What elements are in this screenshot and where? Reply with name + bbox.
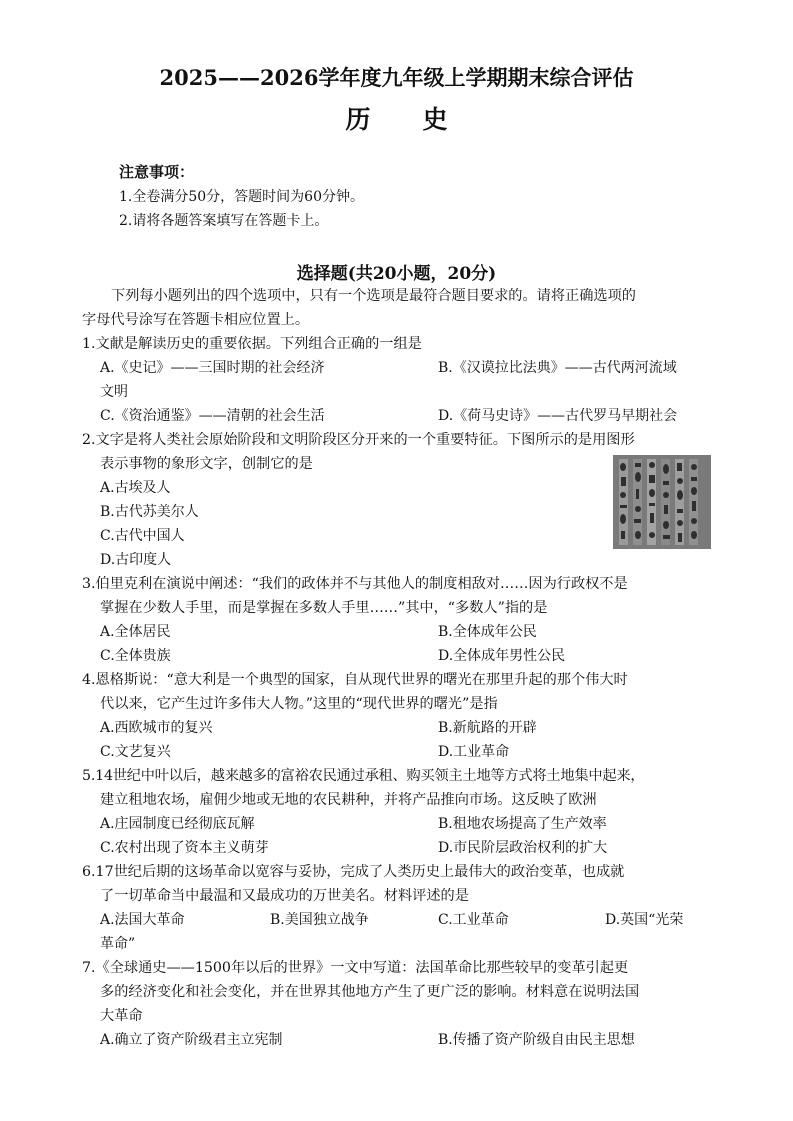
question-6-stem-line-2: 了一切革命当中最温和又最成功的万世美名。材料评述的是 [100, 888, 469, 904]
question-1-option-a: A.《史记》——三国时期的社会经济 [100, 360, 325, 376]
question-5-option-c: C.农村出现了资本主义萌芽 [100, 840, 269, 856]
question-2-stem-line-1: 2.文字是将人类社会原始阶段和文明阶段区分开来的一个重要特征。下图所示的是用图形 [82, 432, 635, 448]
question-3-option-b: B.全体成年公民 [438, 624, 537, 640]
question-5-stem-line-2: 建立租地农场，雇佣少地或无地的农民耕种，并将产品推向市场。这反映了欧洲 [100, 792, 597, 808]
question-1-option-b: B.《汉谟拉比法典》——古代两河流域 [438, 360, 677, 376]
question-6-option-a: A.法国大革命 [100, 912, 185, 928]
question-7-option-b: B.传播了资产阶级自由民主思想 [438, 1032, 635, 1048]
question-7-stem-line-1: 7.《全球通史——1500年以后的世界》一文中写道：法国革命比那些较早的变革引起更 [82, 960, 629, 976]
question-3-option-d: D.全体成年男性公民 [438, 648, 566, 664]
question-7-stem-line-3: 大革命 [100, 1008, 143, 1024]
question-4-option-b: B.新航路的开辟 [438, 720, 537, 736]
question-1-stem: 1.文献是解读历史的重要依据。下列组合正确的一组是 [82, 336, 422, 352]
question-5-option-a: A.庄园制度已经彻底瓦解 [100, 816, 255, 832]
question-1-option-c: C.《资治通鉴》——清朝的社会生活 [100, 408, 325, 424]
question-7-stem-line-2: 多的经济变化和社会变化，并在世界其他地方产生了更广泛的影响。材料意在说明法国 [100, 984, 640, 1000]
question-1-option-a-cont: 文明 [100, 384, 128, 400]
question-3-option-c: C.全体贵族 [100, 648, 171, 664]
question-3-option-a: A.全体居民 [100, 624, 171, 640]
question-4-option-a: A.西欧城市的复兴 [100, 720, 213, 736]
question-2-option-d: D.古印度人 [100, 552, 172, 568]
section-title: 选择题(共20小题，20分) [296, 264, 497, 284]
question-3-stem-line-1: 3.伯里克利在演说中阐述：“我们的政体并不与其他人的制度相敌对……因为行政权不是 [82, 576, 628, 592]
question-2-option-c: C.古代中国人 [100, 528, 185, 544]
question-4-stem-line-2: 代以来，它产生过许多伟大人物。”这里的“现代世界的曙光”是指 [100, 696, 498, 712]
notice-heading: 注意事项： [119, 163, 195, 181]
question-6-option-d: D.英国“光荣 [605, 912, 684, 928]
question-6-option-d-cont: 革命” [100, 936, 136, 952]
notice-item-1: 1.全卷满分50分，答题时间为60分钟。 [119, 189, 364, 205]
hieroglyph-image [613, 455, 711, 549]
subject-char-2: 史 [422, 105, 448, 134]
question-3-stem-line-2: 掌握在少数人手里，而是掌握在多数人手里……”其中，“多数人”指的是 [100, 600, 548, 616]
hieroglyph-texture [613, 455, 711, 549]
question-6-option-c: C.工业革命 [438, 912, 509, 928]
question-2-option-a: A.古埃及人 [100, 480, 171, 496]
question-1-option-d: D.《荷马史诗》——古代罗马早期社会 [438, 408, 678, 424]
exam-title: 2025——2026学年度九年级上学期期末综合评估 [159, 65, 634, 90]
question-5-stem-line-1: 5.14世纪中叶以后，越来越多的富裕农民通过承租、购买领主土地等方式将土地集中起来， [82, 768, 645, 784]
question-4-stem-line-1: 4.恩格斯说：“意大利是一个典型的国家，自从现代世界的曙光在那里升起的那个伟大时 [82, 672, 628, 688]
question-7-option-a: A.确立了资产阶级君主立宪制 [100, 1032, 283, 1048]
subject-char-1: 历 [345, 105, 371, 134]
question-2-option-b: B.古代苏美尔人 [100, 504, 199, 520]
question-2-stem-line-2: 表示事物的象形文字，创制它的是 [100, 456, 313, 472]
question-4-option-c: C.文艺复兴 [100, 744, 171, 760]
question-5-option-b: B.租地农场提高了生产效率 [438, 816, 607, 832]
question-4-option-d: D.工业革命 [438, 744, 510, 760]
question-6-stem-line-1: 6.17世纪后期的这场革命以宽容与妥协，完成了人类历史上最伟大的政治变革，也成就 [82, 864, 625, 880]
question-5-option-d: D.市民阶层政治权利的扩大 [438, 840, 608, 856]
section-intro-line-1: 下列每小题列出的四个选项中，只有一个选项是最符合题目要求的。请将正确选项的 [111, 288, 636, 304]
section-intro-line-2: 字母代号涂写在答题卡相应位置上。 [82, 312, 310, 328]
subject-title [0, 100, 793, 136]
question-6-option-b: B.美国独立战争 [270, 912, 369, 928]
notice-item-2: 2.请将各题答案填写在答题卡上。 [119, 213, 329, 229]
